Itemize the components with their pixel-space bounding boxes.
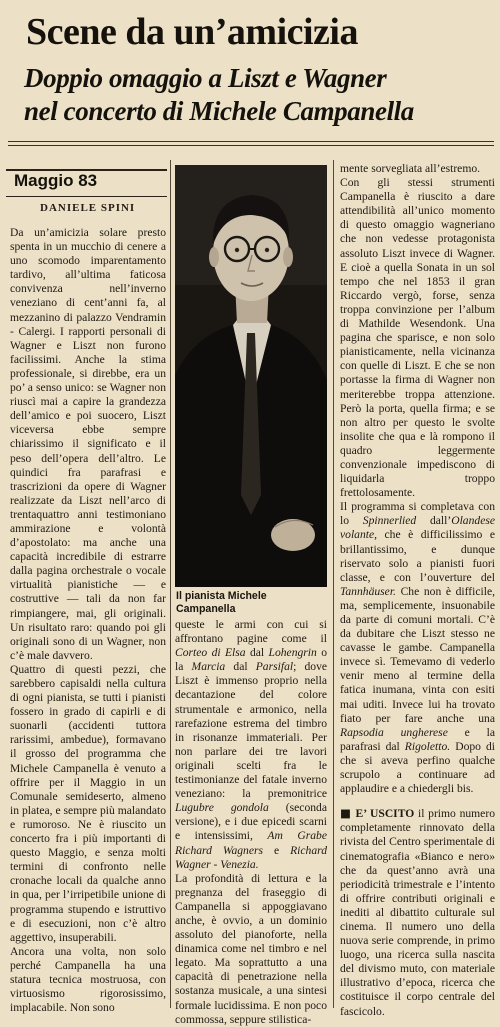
article-column-2 bbox=[175, 618, 328, 1026]
article-column-1 bbox=[10, 226, 166, 1015]
text-run: dal bbox=[245, 646, 269, 660]
paragraph: Da un’amicizia solare presto spenta in un mucchio di cenere a uno scomodo imparentamento tardivo, all’ultima faticosa convivenza nell’inverno veneziano di cent’anni fa, al mezzanino di palazzo Vendramin - Calergi. I rapporti personali di Wagner e Liszt non furono facilissimi. Anche la stima professionale, si direbbe, era un po’ a senso unico: se Wagner non riuscì mai a capire la grandezza dell’amico e poi suocero, Liszt viceversa ebbe sempre chiarissimo il significato e il peso dell’opera dell’altro. Le quindici fra parafrasi e trascrizioni da opere di Wagner realizzate da Liszt nell’arco di trentaquattro anni testimoniano ammirazione e volontà d’apostolato: ma anche una capacità incredibile di estrarre dalla pagina orchestrale o vocale virtualità pianistiche — e costruttive — tali da non far rimpiangere, mai, gli originali. Un risultato raro: quando poi gli originali sono di un Wagner, non c’è male davvero. bbox=[10, 226, 166, 662]
text-run: Dopo di che si aveva perfino qualche scrupolo a continuare ad applaudire e a chiedergli bis. bbox=[340, 739, 495, 796]
paragraph: mente sorvegliata all’estremo. bbox=[340, 162, 481, 175]
text-run: (seconda versione), e i due epicedi scarni e intensissimi, bbox=[175, 801, 327, 843]
text-run: e bbox=[263, 843, 291, 857]
article-headline: Scene da un’amicizia bbox=[26, 11, 358, 53]
text-run: Che non è difficile, ma, semplicemente, insuonabile da parte di comuni mortali. C’è da dubitare che Liszt stesso ne cavasse le gambe. Campanella invece sì. Temevamo di vederlo venir meno al termine della fatica inumana, vinta con esiti mai uditi. Invece lui ha trovato fiato per fare anche una bbox=[340, 584, 495, 725]
text-run: ; dove Liszt è immenso proprio nella decantazione del colore strumentale e armonico, nella rarefazione estrema del timbro in risonanze immateriali. Per non parlare dei tre lavori originali scelti fra le testimonianze del fatale inverno veneziano: la premonitrice bbox=[175, 660, 328, 801]
notice-paragraph bbox=[340, 806, 495, 1018]
italic-title: Lugubre gondola bbox=[175, 801, 269, 815]
text-run: queste le armi con cui si affrontano pagine come il bbox=[175, 618, 327, 646]
paragraph: La profondità di lettura e la pregnanza del fraseggio di Campanella si appoggiavano anche, è ovvio, a un dominio assoluto del pianoforte, nella dinamica come nel timbro e nel legato. Ma soprattutto a una capacità di penetrazione nella sostanza musicale, a una sintesi formale lucidissima. E non poco commossa, seppure stilistica- bbox=[175, 871, 327, 1026]
photo-caption: Il pianista Michele Campanella bbox=[176, 590, 267, 615]
byline: DANIELE SPINI bbox=[40, 202, 136, 214]
italic-title: Spinnerlied bbox=[362, 514, 417, 528]
header-rule bbox=[8, 141, 494, 142]
text-run: o la bbox=[175, 646, 327, 674]
paragraph: Ancora una volta, non solo perché Campanella ha una statura tecnica mostruosa, con virtuosismo rigorosissimo, implacabile. Non sono bbox=[10, 944, 166, 1015]
italic-title: Richard Wagner - Venezia. bbox=[175, 843, 327, 871]
italic-title: Olandese volante bbox=[340, 514, 495, 542]
italic-title: Marcia bbox=[191, 660, 226, 674]
text-run: dall’ bbox=[416, 514, 452, 528]
notice-text: il primo numero completamente rinnovato della rivista del Centro sperimentale di cinematografia «Bianco e nero» che da quest’anno avrà una periodicità trimestrale e l’intento di offrire contributi originali e inediti al dibattito culturale sul cinema. Il numero uno della nuova serie comprende, in primo luogo, una ricerca sulla nascita del divismo muto, con materiale illustrativo d’epoca, ricerca che costituisce il corpo centrale del fascicolo. bbox=[340, 807, 495, 1018]
notice-lead: E’ USCITO bbox=[355, 807, 415, 821]
header-rule-secondary bbox=[8, 145, 494, 146]
paragraph bbox=[340, 500, 495, 796]
text-run: dal bbox=[225, 660, 256, 674]
subhead-line-2: nel concerto di Michele Campanella bbox=[24, 96, 414, 126]
italic-title: Am Grabe Richard Wagners bbox=[175, 829, 327, 857]
italic-title: Rapsodia ungherese bbox=[340, 725, 448, 739]
square-bullet-icon: ■ bbox=[340, 806, 352, 821]
portrait-illustration bbox=[175, 165, 327, 587]
article-subhead bbox=[24, 62, 498, 128]
paragraph: Con gli stessi strumenti Campanella è riuscito a dare attendibilità all’unico momento di questo omaggio wagneriano che non vedesse protagonista assoluto Liszt invece di Wagner. E cioè a quella Sonata in un sol tempo che nel 1853 il gran Riccardo vergò, forse, senza troppa convinzione per l’album di Mathilde Wesendonk. Una pagina che sparisce, e non solo pianisticamente, nella vicinanza con quelle di Liszt. E che se non portasse la firma di Wagner non meriterebbe troppa attenzione. Però la porta, quella firma; e se non altro per questo le svolte insolite che qua e là rompono il quadro leggermente convenzionale impediscono di liquidarla troppo frettolosamente. bbox=[340, 176, 495, 500]
italic-title: Lohengrin bbox=[268, 646, 317, 660]
text-run: Il programma si completava con lo bbox=[340, 500, 495, 528]
section-label: Maggio 83 bbox=[14, 171, 98, 190]
article-column-3 bbox=[340, 162, 495, 1018]
italic-title: Parsifal bbox=[255, 660, 294, 674]
subhead-line-1: Doppio omaggio a Liszt e Wagner bbox=[24, 63, 387, 93]
text-run: , che è difficilissimo e brillantissimo, e dunque riservato solo a pianisti fuori classe, e con l’ouverture del bbox=[340, 528, 495, 584]
column-divider-1 bbox=[170, 160, 171, 1008]
text-run: e la parafrasi dal bbox=[340, 725, 495, 753]
column-divider-2 bbox=[333, 160, 334, 1008]
italic-title: Tannhäuser. bbox=[340, 584, 396, 598]
paragraph bbox=[175, 618, 327, 872]
italic-title: Corteo di Elsa bbox=[175, 646, 246, 660]
italic-title: Rigoletto. bbox=[404, 739, 451, 753]
portrait-photo-icon bbox=[175, 165, 327, 587]
paragraph: Quattro di questi pezzi, che sarebbero capisaldi nella cultura di ogni pianista, se tutti i pianisti fossero in grado di capirli e di suonarli (accidenti tuttora rarissimi, ambedue), formavano il grosso del programma che Michele Campanella è venuto a offrire per il Maggio in un Comunale semideserto, almeno in platea, e sempre più malandato e rumoroso. Ne è riuscito un concerto fra i più importanti di questo Maggio, e senza molti termini di confronto nelle cronache locali da qualche anno in qua, per l’irripetibile unione di programma stupendo e istruttivo e di esecuzioni, non c’è altro aggettivo, insuperabili. bbox=[10, 662, 166, 944]
